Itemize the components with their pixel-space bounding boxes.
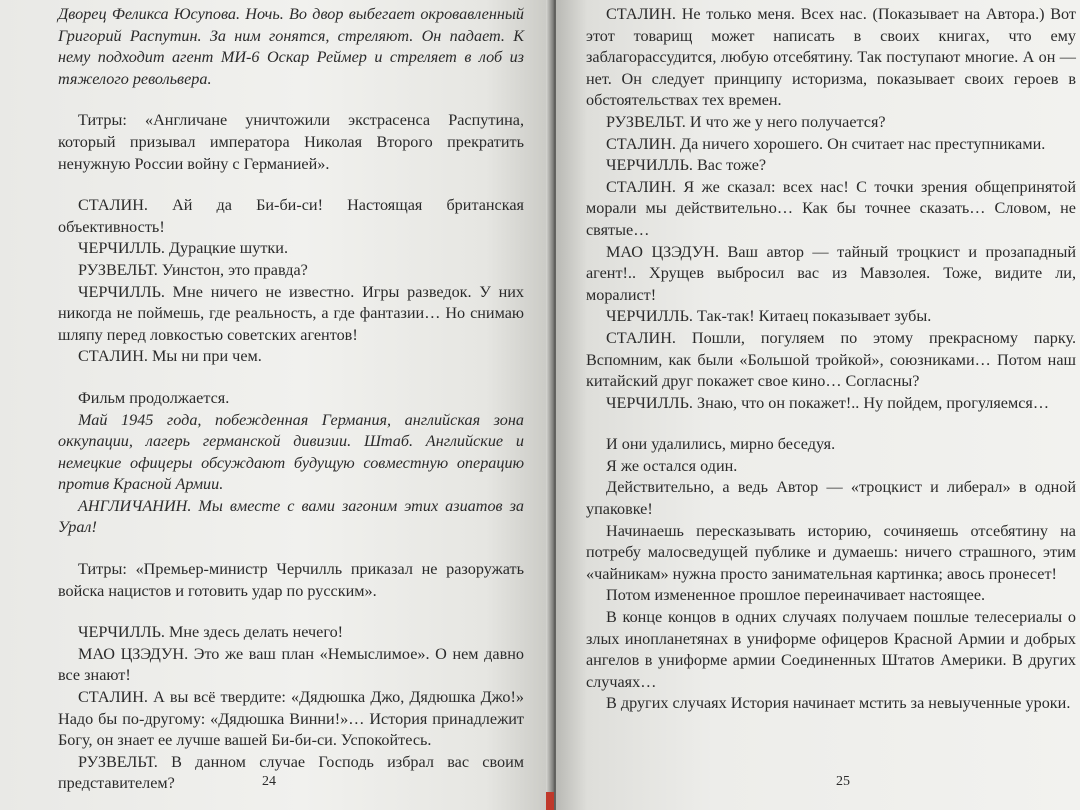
paragraph: И они удалились, мирно беседуя. [606, 435, 836, 454]
paragraph: В других случаях История начинает мстить за невыученные уроки. [606, 694, 1071, 713]
paragraph: ЧЕРЧИЛЛЬ. Мне здесь делать нечего! [78, 623, 344, 642]
right-page-text [586, 4, 1076, 715]
paragraph: СТАЛИН. Мы ни при чем. [78, 347, 262, 366]
paragraph: Я же остался один. [606, 456, 738, 475]
paragraph: СТАЛИН. Я же сказал: всех нас! С точки зрения общепринятой морали мы действительно… Как бы точнее сказать… Словом, не святые… [586, 177, 1076, 239]
paragraph: ЧЕРЧИЛЛЬ. Вас тоже? [606, 156, 767, 175]
paragraph: Дворец Феликса Юсупова. Ночь. Во двор выбегает окровавленный Григорий Распутин. За ним гонятся, стреляют. Он падает. К нему подходит агент МИ-6 Оскар Реймер и стреляет в лоб из тяжелого револьвера. [58, 5, 524, 88]
paragraph: Действительно, а ведь Автор — «троцкист и либерал» в одной упаковке! [586, 478, 1076, 519]
right-page [556, 0, 1080, 810]
paragraph: Начинаешь пересказывать историю, сочиняешь отсебятину на потребу малосведущей публике и думаешь: ничего страшного, этим «чайникам» нужна просто занимательная картинка; авось пронесет! [586, 521, 1076, 583]
left-page-text [58, 4, 524, 795]
paragraph: ЧЕРЧИЛЛЬ. Дурацкие шутки. [78, 239, 289, 258]
paragraph: Титры: «Англичане уничтожили экстрасенса Распутина, который призывал императора Николая Второго прекратить ненужную России войну с Германией». [58, 111, 524, 173]
paragraph: СТАЛИН. Не только меня. Всех нас. (Показывает на Автора.) Вот этот товарищ может написать в своих книгах, что ему заблагорассудится, любую отсебятину. Так поступают многие. А он — нет. Он следует принципу историзма, показывает своих героев в обстоятельствах тех времен. [586, 5, 1076, 110]
bookmark-ribbon [546, 792, 554, 810]
page-number: 24 [262, 774, 276, 789]
paragraph: СТАЛИН. Ай да Би-би-си! Настоящая британская объективность! [58, 196, 524, 236]
paragraph: Титры: «Премьер-министр Черчилль приказал не разоружать войска нацистов и готовить удар по русским». [58, 560, 524, 600]
paragraph: ЧЕРЧИЛЛЬ. Мне ничего не известно. Игры разведок. У них никогда не поймешь, где реальность, а где фантазии… Но снимаю шляпу перед ловкостью советских агентов! [58, 282, 524, 344]
paragraph: СТАЛИН. Да ничего хорошего. Он считает нас преступниками. [606, 134, 1046, 153]
paragraph: МАО ЦЗЭДУН. Ваш автор — тайный троцкист и прозападный агент!.. Хрущев выбросил вас из Мавзолея. Тоже, видите ли, моралист! [586, 242, 1076, 304]
paragraph: РУЗВЕЛЬТ. В данном случае Господь избрал вас своим представителем? [58, 752, 524, 793]
paragraph: В конце концов в одних случаях получаем пошлые телесериалы о злых инопланетянах в униформе офицеров Красной Армии и добрых ангелов в униформе армии Соединенных Штатов Америки. В других случаях… [586, 608, 1076, 691]
paragraph: РУЗВЕЛЬТ. И что же у него получается? [606, 112, 886, 131]
paragraph: Май 1945 года, побежденная Германия, английская зона оккупации, лагерь германской дивизии. Штаб. Английские и немецкие офицеры обсуждают будущую совместную операцию против Красной Армии. [58, 410, 524, 494]
paragraph: СТАЛИН. А вы всё твердите: «Дядюшка Джо, Дядюшка Джо!» Надо бы по-другому: «Дядюшка Винни!»… История принадлежит Богу, он знает ее лучше вашей Би-би-си. Успокойтесь. [58, 688, 524, 750]
paragraph: Потом измененное прошлое переиначивает настоящее. [606, 586, 986, 605]
paragraph: РУЗВЕЛЬТ. Уинстон, это правда? [78, 260, 308, 279]
page-number: 25 [836, 774, 850, 789]
paragraph: МАО ЦЗЭДУН. Это же ваш план «Немыслимое». О нем давно все знают! [58, 644, 524, 685]
paragraph: СТАЛИН. Пошли, погуляем по этому прекрасному парку. Вспомним, как были «Большой тройкой», союзниками… Потом наш китайский друг покажет свое кино… Согласны? [586, 328, 1076, 391]
paragraph: Фильм продолжается. [78, 388, 230, 407]
paragraph: ЧЕРЧИЛЛЬ. Так-так! Китаец показывает зубы. [606, 307, 932, 326]
paragraph: АНГЛИЧАНИН. Мы вместе с вами загоним этих азиатов за Урал! [58, 496, 524, 537]
paragraph: ЧЕРЧИЛЛЬ. Знаю, что он покажет!.. Ну пойдем, прогуляемся… [606, 393, 1050, 412]
